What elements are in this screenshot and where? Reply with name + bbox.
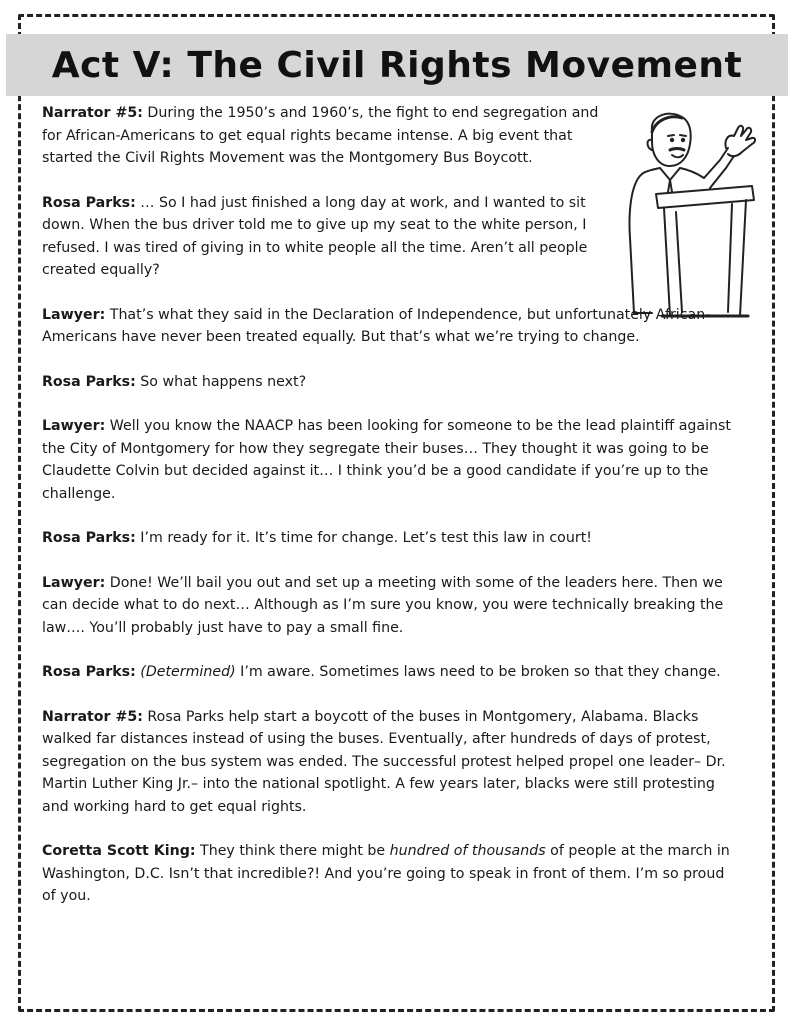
speaker-name: Lawyer: [42, 418, 106, 434]
dialogue-line [42, 661, 742, 684]
dialogue-line [42, 527, 742, 550]
dialogue-text: During the 1950’s and 1960’s, the fight to end segregation and for African-Americans to get equal rights became intense. A big event that started the Civil Rights Movement was the Montgomery Bus Boycott. [42, 105, 599, 166]
speaker-name: Narrator #5: [42, 105, 143, 121]
speaker-name: Rosa Parks: [42, 194, 136, 211]
dialogue-line [42, 102, 602, 170]
dialogue-text-after: of people at the march in Washington, D.C. Isn’t that incredible?! And you’re going to speak in front of them. I’m so proud of you. [42, 843, 730, 904]
dialogue-text: I’m ready for it. It’s time for change. Let’s test this law in court! [135, 530, 592, 546]
dialogue-line [42, 371, 742, 394]
stage-direction: (Determined) [135, 664, 236, 680]
dialogue-line [42, 572, 742, 640]
dialogue-line [42, 840, 742, 908]
title-banner [6, 34, 788, 96]
script-content [42, 102, 742, 930]
dialogue-text: Well you know the NAACP has been looking for someone to be the lead plaintiff against the City of Montgomery for how they segregate their buses… They thought it was going to be Claudette Colvin but decided against it… I think you’d be a good candidate if you’re up to the challenge. [42, 418, 731, 502]
emphasis-text: hundred of thousands [389, 843, 546, 859]
dialogue-line [42, 192, 602, 282]
dialogue-line [42, 415, 742, 505]
speaker-name: Narrator #5: [42, 708, 143, 725]
speaker-name: Rosa Parks: [42, 664, 136, 680]
dialogue-text: That’s what they said in the Declaration of Independence, but unfortunately African-Americans have never been treated equally. But that’s what we’re trying to change. [42, 306, 711, 345]
speaker-name: Rosa Parks: [42, 373, 136, 390]
dialogue-text: So what happens next? [135, 373, 307, 390]
speaker-name: Rosa Parks: [42, 530, 136, 546]
dialogue-line [42, 304, 742, 349]
page-title: Act V: The Civil Rights Movement [51, 44, 743, 86]
dialogue-text: Rosa Parks help start a boycott of the buses in Montgomery, Alabama. Blacks walked far distances instead of using the buses. Eventually, after hundreds of days of protest, segregation on the bus system was ended. The successful protest helped propel one leader– Dr. Martin Luther King Jr.– into the national spotlight. A few years later, blacks were still protesting and working hard to get equal rights. [42, 708, 726, 815]
dialogue-text: I’m aware. Sometimes laws need to be broken so that they change. [235, 664, 721, 680]
dialogue-text: … So I had just finished a long day at work, and I wanted to sit down. When the bus driver told me to give up my seat to the white person, I refused. I was tired of giving in to white people all the time. Aren’t all people created equally? [42, 194, 588, 278]
speaker-name: Lawyer: [42, 574, 106, 591]
dialogue-text: Done! We’ll bail you out and set up a meeting with some of the leaders here. Then we can decide what to do next… Although as I’m sure you know, you were technically breaking the law…. You’ll probably just have to pay a small fine. [42, 574, 724, 636]
speaker-name: Lawyer: [42, 306, 106, 323]
speaker-name: Coretta Scott King: [42, 843, 196, 859]
dialogue-line [42, 706, 742, 819]
dialogue-text: They think there might be [195, 843, 390, 859]
